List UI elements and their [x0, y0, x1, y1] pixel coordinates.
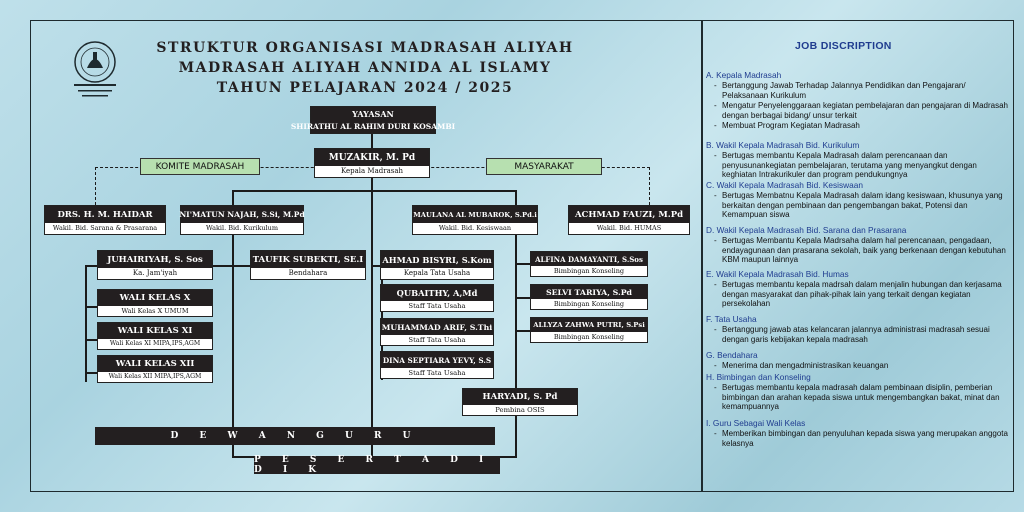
staff-tu-qubaithy-box — [380, 284, 494, 312]
arif-name: MUHAMMAD ARIF, S.Thi — [381, 319, 493, 335]
bendahara-box — [250, 250, 366, 280]
fauzi-role: Wakil. Bid. HUMAS — [569, 223, 689, 234]
haryadi-name: HARYADI, S. Pd — [463, 389, 577, 405]
qubaithy-name: QUBAITHY, A,Md — [381, 285, 493, 301]
job-section-item: - Bertugas Membatnu Kepala Madrasah dalam idang kesiswaan, khusunya yang berkaitan dengan pembinaan dan pengembangan bakat, Potensi dan Kemampuan siswa — [722, 191, 1012, 220]
jamiyah-box — [97, 250, 213, 280]
wakil-kurikulum-box — [180, 205, 304, 235]
maulana-role: Wakil. Bid. Kesiswaan — [413, 223, 537, 234]
connector — [515, 416, 517, 417]
kepala-madrasah-box — [314, 148, 430, 178]
kepala-role: Kepala Madrasah — [315, 166, 429, 177]
walixi-role: Wali Kelas XI MIPA,IPS,AGM — [98, 339, 212, 349]
kepala-tata-usaha-box — [380, 250, 494, 280]
staff-tu-dina-box — [380, 351, 494, 379]
arif-role: Staff Tata Usaha — [381, 335, 493, 345]
bisyri-role: Kepala Tata Usaha — [381, 268, 493, 279]
walixii-name: WALI KELAS XII — [98, 356, 212, 372]
wali-kelas-xi-box — [97, 322, 213, 350]
connector — [515, 263, 530, 265]
fauzi-name: ACHMAD FAUZI, M.Pd — [569, 206, 689, 223]
job-section-heading: I. Guru Sebagai Wali Kelas — [706, 418, 806, 428]
walix-name: WALI KELAS X — [98, 290, 212, 306]
title-line-1: STRUKTUR ORGANISASI MADRASAH ALIYAH — [156, 40, 574, 56]
bk-alfina-box — [530, 251, 648, 277]
pembina-osis-box — [462, 388, 578, 416]
dewan-guru-bar: D E W A N G U R U — [95, 427, 495, 445]
staff-tu-arif-box — [380, 318, 494, 346]
job-section-heading: B. Wakil Kepala Madrasah Bid. Kurikulum — [706, 140, 860, 150]
haryadi-role: Pembina OSIS — [463, 405, 577, 415]
job-section-heading: D. Wakil Kepala Madrasah Bid. Sarana dan Prasarana — [706, 225, 907, 235]
job-section-heading: C. Wakil Kepala Madrasah Bid. Kesiswaan — [706, 180, 863, 190]
alfina-role: Bimbingan Konseling — [531, 266, 647, 276]
juhairiyah-name: JUHAIRIYAH, S. Sos — [98, 251, 212, 268]
job-description-title: JOB DISCRIPTION — [795, 40, 892, 52]
kepala-name: MUZAKIR, M. Pd — [315, 149, 429, 166]
allyza-role: Bimbingan Konseling — [531, 332, 647, 342]
haidar-name: DRS. H. M. HAIDAR — [45, 206, 165, 223]
taufik-name: TAUFIK SUBEKTI, SE.I — [251, 251, 365, 268]
job-section-item: - Bertugas membantu kepala madrasah dalam pembinaan disiplin, pemberian bimbingan dan arahan kepada siswa untuk mengembangkan bakat, minat dan kemampuannya — [722, 383, 1012, 412]
qubaithy-role: Staff Tata Usaha — [381, 301, 493, 311]
connector — [85, 372, 97, 374]
bk-allyza-box — [530, 317, 648, 343]
job-section-heading: E. Wakil Kepala Madrasah Bid. Humas — [706, 269, 849, 279]
wakil-sarana-box — [44, 205, 166, 235]
wakil-kesiswaan-box — [412, 205, 538, 235]
wali-kelas-x-box — [97, 289, 213, 317]
selvi-role: Bimbingan Konseling — [531, 299, 647, 309]
connector — [232, 456, 254, 458]
dina-role: Staff Tata Usaha — [381, 368, 493, 378]
masyarakat-box: MASYARAKAT — [486, 158, 602, 175]
alfina-name: ALFINA DAMAYANTI, S.Sos — [531, 252, 647, 266]
job-section-item: - Bertanggung Jawab Terhadap Jalannya Pendidikan dan Pengajaran/ Pelaksanaan Kurikulum — [722, 81, 1012, 100]
job-section-item: - Mengatur Penyelenggaraan kegiatan pembelajaran dan pengajaran di Madrasah dengan berbagai bidang/ unsur terkait — [722, 101, 1012, 120]
komite-madrasah-box: KOMITE MADRASAH — [140, 158, 260, 175]
title-line-3: TAHUN PELAJARAN 2024 / 2025 — [216, 80, 514, 96]
job-section-item: - Bertugas membantu Kepala Madrasah dalam perencanaan dan penyusunankegiatan pembelajaran, terutama yang menyangkut dengan keghiatan Intrakurikuler dan program pendukungnya — [722, 151, 1012, 180]
job-section-heading: G. Bendahara — [706, 350, 758, 360]
bisyri-name: AHMAD BISYRI, S.Kom — [381, 251, 493, 268]
dashed-connector — [95, 167, 96, 205]
najah-role: Wakil. Bid. Kurikulum — [181, 223, 303, 234]
job-section-item: - Menerima dan mengadministrasikan keuangan — [722, 361, 1012, 371]
yayasan-name: YAYASAN — [311, 107, 435, 120]
maulana-name: MAULANA AL MUBAROK, S.Pd.i — [413, 206, 537, 223]
job-section-item: - Bertugas Membantu Kepala Madrsaha dalam hal perencanaan, pengadaan, endayagunaan dan prasarana sekolah, baik yang berkenaan dengan kebutuhan KBM maupun lainnya — [722, 236, 1012, 265]
bk-selvi-box — [530, 284, 648, 310]
haidar-role: Wakil. Bid. Sarana & Prasarana — [45, 223, 165, 234]
yayasan-box — [290, 106, 456, 134]
dashed-connector — [649, 167, 650, 205]
job-section-heading: F. Tata Usaha — [706, 314, 757, 324]
selvi-name: SELVI TARIYA, S.Pd — [531, 285, 647, 299]
connector — [515, 330, 530, 332]
najah-name: NI'MATUN NAJAH, S.Si, M.Pd — [181, 206, 303, 223]
connector — [85, 306, 97, 308]
job-section-item: - Membuat Program Kegiatan Madrasah — [722, 121, 1012, 131]
dina-name: DINA SEPTIARA YEVY, S.S — [381, 352, 493, 368]
wakil-humas-box — [568, 205, 690, 235]
job-section-heading: A. Kepala Madrasah — [706, 70, 782, 80]
walix-role: Wali Kelas X UMUM — [98, 306, 212, 316]
connector — [85, 339, 97, 341]
walixi-name: WALI KELAS XI — [98, 323, 212, 339]
peserta-didik-bar: P E S E R T A D I D I K — [254, 456, 500, 474]
title-line-2: MADRASAH ALIYAH ANNIDA AL ISLAMY — [178, 60, 552, 76]
connector — [85, 265, 87, 382]
yayasan-subname: SHIRATHU AL RAHIM DURI KOSAMBI — [290, 122, 456, 131]
job-section-item: - Bertanggung jawab atas kelancaran jalannya administrasi madrasah sesuai dengan garis kebijakan kepala madrasah — [722, 325, 1012, 344]
connector — [371, 134, 373, 457]
juhairiyah-role: Ka. Jam'iyah — [98, 268, 212, 279]
taufik-role: Bendahara — [251, 268, 365, 279]
job-section-item: - Memberikan bimbingan dan penyuluhan kepada siswa yang merupakan anggota kelasnya — [722, 429, 1012, 448]
connector — [234, 265, 250, 267]
walixii-role: Wali Kelas XII MIPA,IPS,AGM — [98, 372, 212, 382]
allyza-name: ALLYZA ZAHWA PUTRI, S.Psi — [531, 318, 647, 332]
connector — [515, 297, 530, 299]
connector — [232, 190, 517, 192]
job-section-item: - Bertugas membantu kepala madrsah dalam menjalin hubungan dan kerjasama dengan masyarakat dan pihak-pihak lain yang terkait dengan kegiatan persekolahan — [722, 280, 1012, 309]
job-section-heading: H. Bimbingan dan Konseling — [706, 372, 811, 382]
wali-kelas-xii-box — [97, 355, 213, 383]
